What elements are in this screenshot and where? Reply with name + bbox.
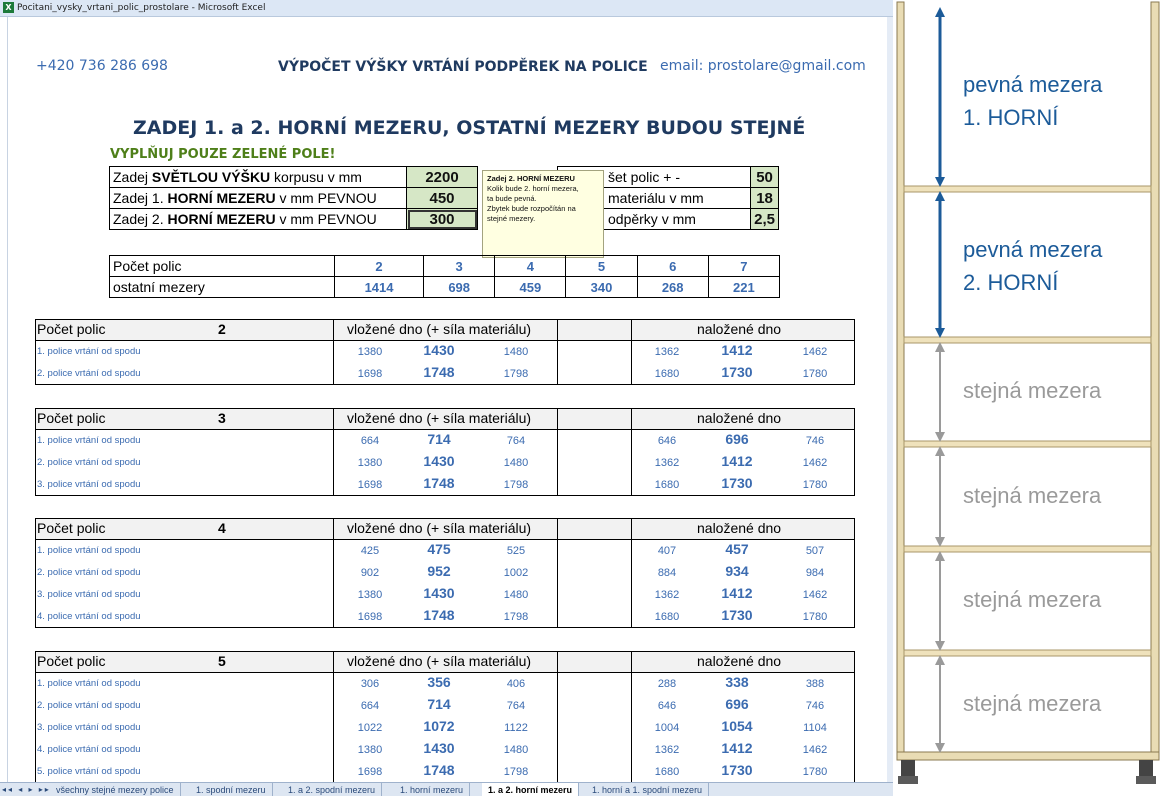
inset-value: 1430 [423,585,455,601]
tooltip-line: Zbytek bude rozpočítán na [487,204,576,213]
overlay-value: 884 [657,567,677,579]
input-label-bold: HORNÍ MEZERU [167,211,276,227]
gap-size-cell: 221 [708,277,779,298]
inset-bottom-header: vložené dno (+ síla materiálu) [347,520,532,536]
inset-value: 764 [506,435,526,447]
inset-value: 714 [427,431,451,447]
inset-value: 1698 [357,479,383,491]
overlay-value: 1412 [721,585,753,601]
sheet-tab[interactable]: 1. a 2. horní mezeru [482,783,579,796]
overlay-value: 1412 [721,342,753,358]
overlay-value: 934 [725,563,749,579]
overlay-value: 1780 [802,766,828,778]
shelf-block [35,319,855,385]
shelf-1 [904,186,1151,192]
overlay-value: 746 [805,700,825,712]
table-row [35,672,853,694]
row-label: 1. police vrtání od spodu [37,346,141,357]
input-label-bold: SVĚTLOU VÝŠKU [151,169,271,185]
overlay-value: 288 [657,678,677,690]
overlay-value: 984 [805,567,825,579]
input-value-cell[interactable]: 450 [407,188,478,209]
block-count-label: Počet polic [37,410,106,426]
table-row [35,716,853,738]
block-count-label: Počet polic [37,321,106,337]
right-side-panel [1151,2,1159,758]
phone-number: +420 736 286 698 [36,58,168,74]
row-label: 3. police vrtání od spodu [37,479,141,490]
overlay-value: 746 [805,435,825,447]
fixed-gap-1-line2: 1. HORNÍ [963,105,1059,130]
row-label: 2. police vrtání od spodu [37,567,141,578]
shelf-block [35,408,855,496]
inset-bottom-header: vložené dno (+ síla materiálu) [347,653,532,669]
equal-gap-label: stejná mezera [963,587,1102,612]
input-label: šet polic + - [558,167,751,188]
overlay-value: 1104 [803,722,827,734]
overlay-value: 457 [725,541,749,557]
table-row [35,760,853,782]
row-label: 1. police vrtání od spodu [37,435,141,446]
overlay-bottom-header: naložené dno [697,321,782,337]
overlay-value: 1780 [802,611,828,623]
overlay-value: 1054 [721,718,753,734]
block-count-value: 4 [218,520,226,536]
inset-value: 1002 [503,567,529,579]
inset-value: 525 [506,545,526,557]
shelf-count-cell: 4 [495,256,566,277]
row-label: 1. police vrtání od spodu [37,678,141,689]
input-label-bold: HORNÍ MEZERU [167,190,276,206]
right-foot-base [1136,776,1156,784]
shelf-3 [904,441,1151,447]
input-value-cell[interactable]: 18 [751,188,779,209]
inset-value: 1380 [357,457,383,469]
overlay-value: 646 [657,700,677,712]
overlay-value: 1680 [654,479,680,491]
tooltip-line: Kolik bude 2. horní mezera, [487,184,579,193]
block-count-value: 3 [218,410,226,426]
row-label: 2. police vrtání od spodu [37,700,141,711]
shelf-count-cell: 6 [637,256,708,277]
table-row [35,539,853,561]
shelf-2 [904,337,1151,343]
row-label: 4. police vrtání od spodu [37,744,141,755]
sheet-tab[interactable]: 1. a 2. spodní mezeru [282,783,382,796]
overlay-bottom-header: naložené dno [697,520,782,536]
shelf-count-cell: 3 [424,256,495,277]
table-row [35,340,853,362]
overlay-value: 696 [725,696,749,712]
input-row [110,188,478,209]
title-bar [0,0,893,17]
tab-nav-arrows-icon[interactable]: ◂◂ ◂ ▸ ▸▸ [2,785,51,794]
inset-value: 952 [427,563,451,579]
window-title: Pocitani_vysky_vrtani_polic_prostolare - Microsoft Excel [17,3,266,13]
tooltip-line: stejné mezery. [487,214,536,223]
input-value-cell[interactable]: 50 [751,167,779,188]
email-address: email: prostolare@gmail.com [660,58,866,74]
shelf-count-cell: 5 [566,256,637,277]
input-label-text: v mm PEVNOU [275,190,377,206]
block-count-label: Počet polic [37,520,106,536]
overlay-value: 388 [805,678,825,690]
overlay-value: 1680 [654,368,680,380]
overlay-value: 1362 [654,589,680,601]
shelf-5 [904,650,1151,656]
gap-size-cell: 459 [495,277,566,298]
inset-value: 1748 [423,607,455,623]
inset-bottom-header: vložené dno (+ síla materiálu) [347,321,532,337]
input-value-cell[interactable]: 2,5 [751,209,779,230]
inset-value: 764 [506,700,526,712]
inset-value: 1480 [503,589,529,601]
inset-value: 1748 [423,475,455,491]
shelf-block [35,651,855,783]
inset-value: 1122 [504,722,528,734]
inset-value: 714 [427,696,451,712]
input-value-cell[interactable]: 300 [407,209,478,230]
left-foot-base [898,776,918,784]
shelf-count-cell: 2 [335,256,424,277]
overlay-value: 1004 [654,722,680,734]
row-label: 1. police vrtání od spodu [37,545,141,556]
inset-value: 1480 [503,744,529,756]
sheet-tab[interactable]: 1. spodní mezeru [190,783,273,796]
row-label: 3. police vrtání od spodu [37,589,141,600]
inset-value: 425 [360,545,380,557]
overlay-value: 1680 [654,766,680,778]
table-row [35,694,853,716]
bottom-panel [897,752,1159,760]
inset-value: 475 [427,541,451,557]
overlay-value: 1362 [654,744,680,756]
input-label [110,209,407,230]
overlay-value: 407 [657,545,677,557]
right-foot [1139,760,1153,776]
equal-gap-label: stejná mezera [963,483,1102,508]
inset-value: 1430 [423,740,455,756]
overlay-value: 1730 [721,475,753,491]
inset-value: 1748 [423,762,455,778]
table-row [35,738,853,760]
overlay-value: 507 [805,545,825,557]
inset-value: 1748 [423,364,455,380]
inset-bottom-header: vložené dno (+ síla materiálu) [347,410,532,426]
table-row [35,605,853,627]
fixed-gap-2-label [963,233,1102,299]
inset-value: 1698 [357,766,383,778]
shelf-4 [904,546,1151,552]
input-label [110,167,407,188]
overlay-value: 646 [657,435,677,447]
inset-value: 1798 [503,611,529,623]
overlay-value: 1362 [654,457,680,469]
overlay-value: 696 [725,431,749,447]
row-label: 4. police vrtání od spodu [37,611,141,622]
table-row [35,362,853,384]
inset-value: 1798 [503,479,529,491]
block-count-value: 5 [218,653,226,669]
equal-gap-label: stejná mezera [963,378,1102,403]
inset-value: 1698 [357,368,383,380]
count-label: Počet polic [110,256,335,277]
excel-icon: X [3,2,14,13]
sheet-tabs-bar [0,782,893,796]
overlay-value: 1462 [802,346,828,358]
inset-value: 1698 [357,611,383,623]
overlay-value: 1412 [721,453,753,469]
input-label: materiálu v mm [558,188,751,209]
table-row [35,429,853,451]
inset-value: 664 [360,700,380,712]
sheet-header-title: VÝPOČET VÝŠKY VRTÁNÍ PODPĚREK NA POLICE [278,59,648,75]
row-label: 2. police vrtání od spodu [37,457,141,468]
worksheet[interactable] [7,17,889,782]
fill-green-note: VYPLŇUJ POUZE ZELENÉ POLE! [110,147,336,162]
overlay-value: 338 [725,674,749,690]
inset-value: 306 [360,678,380,690]
inset-value: 406 [506,678,526,690]
inset-value: 1480 [503,457,529,469]
shelf-block [35,518,855,628]
overlay-value: 1780 [802,479,828,491]
main-title: ZADEJ 1. a 2. HORNÍ MEZERU, OSTATNÍ MEZERY BUDOU STEJNÉ [133,117,806,139]
overlay-value: 1780 [802,368,828,380]
block-count-label: Počet polic [37,653,106,669]
count-row [110,256,780,277]
fixed-gap-1-label [963,68,1102,134]
sheet-tab[interactable]: všechny stejné mezery police [50,783,181,796]
inset-value: 1798 [503,766,529,778]
inset-value: 664 [360,435,380,447]
inset-value: 1022 [357,722,383,734]
equal-gap-label: stejná mezera [963,691,1102,716]
gap-row [110,277,780,298]
overlay-value: 1730 [721,364,753,380]
input-label-text: Zadej 1. [113,190,168,206]
overlay-value: 1412 [721,740,753,756]
input-label-text: v mm PEVNOU [275,211,377,227]
row-label: 5. police vrtání od spodu [37,766,141,777]
overlay-bottom-header: naložené dno [697,653,782,669]
overlay-value: 1680 [654,611,680,623]
sheet-tab[interactable]: 1. horní a 1. spodní mezeru [586,783,709,796]
input-label-text: Zadej 2. [113,211,168,227]
gap-size-cell: 340 [566,277,637,298]
cell-comment-tooltip [482,170,604,258]
row-label: 2. police vrtání od spodu [37,368,141,379]
overlay-value: 1462 [802,589,828,601]
inset-value: 1430 [423,342,455,358]
table-row [35,451,853,473]
gap-size-cell: 268 [637,277,708,298]
block-count-value: 2 [218,321,226,337]
inset-value: 902 [360,567,380,579]
gap-label: ostatní mezery [110,277,335,298]
input-label: odpěrky v mm [558,209,751,230]
overlay-value: 1730 [721,762,753,778]
table-row [35,583,853,605]
sheet-tab[interactable]: 1. horní mezeru [394,783,470,796]
input-label-text: korpusu v mm [270,169,362,185]
gap-size-cell: 698 [424,277,495,298]
shelf-count-cell: 7 [708,256,779,277]
table-row [35,561,853,583]
fixed-gap-1-line1: pevná mezera [963,72,1103,97]
input-row [110,209,478,230]
overlay-value: 1362 [654,346,680,358]
input-value-cell[interactable]: 2200 [407,167,478,188]
inset-value: 1380 [357,346,383,358]
inset-value: 1798 [503,368,529,380]
inset-value: 1380 [357,744,383,756]
input-row [110,167,478,188]
inset-value: 356 [427,674,451,690]
inset-value: 1380 [357,589,383,601]
fixed-gap-2-line1: pevná mezera [963,237,1103,262]
overlay-value: 1462 [802,457,828,469]
overlay-value: 1462 [802,744,828,756]
input-table-left [109,166,478,230]
input-label [110,188,407,209]
gap-size-cell: 1414 [335,277,424,298]
overlay-value: 1730 [721,607,753,623]
overlay-bottom-header: naložené dno [697,410,782,426]
tooltip-line: ta bude pevná. [487,194,537,203]
tooltip-title: Zadej 2. HORNÍ MEZERU [487,174,575,183]
row-label: 3. police vrtání od spodu [37,722,141,733]
inset-value: 1072 [423,718,455,734]
shelf-count-table [109,255,780,298]
left-side-panel [897,2,904,758]
input-label-text: Zadej [113,169,152,185]
table-row [35,473,853,495]
shelf-diagram [893,0,1163,796]
inset-value: 1430 [423,453,455,469]
inset-value: 1480 [503,346,529,358]
left-foot [901,760,915,776]
fixed-gap-2-line2: 2. HORNÍ [963,270,1059,295]
